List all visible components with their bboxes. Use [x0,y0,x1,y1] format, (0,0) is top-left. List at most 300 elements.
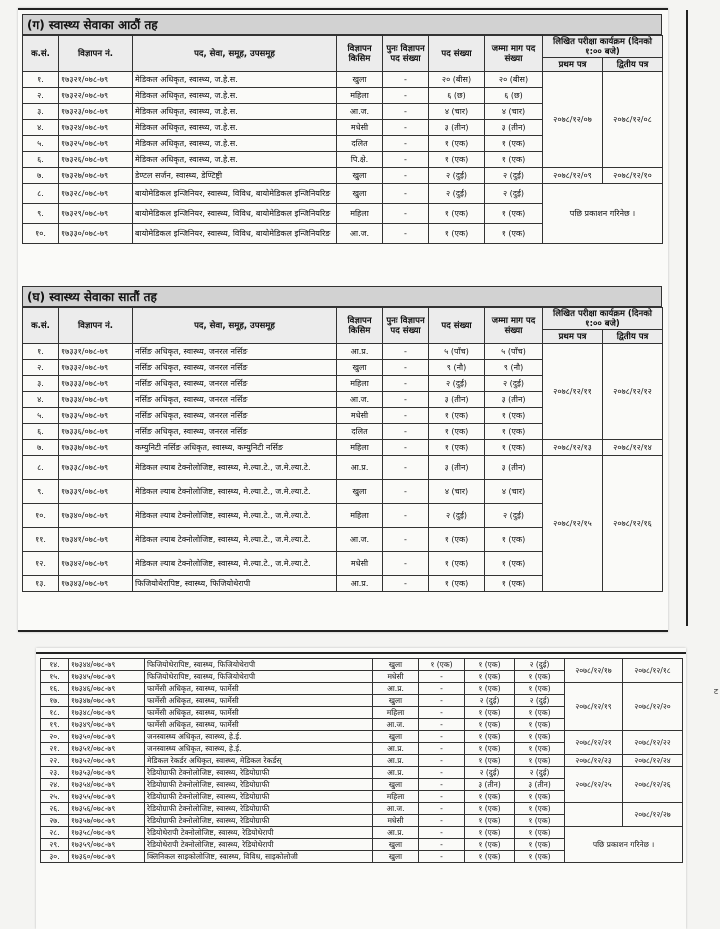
bottom-border [18,630,668,632]
row-sn: २०. [41,731,69,743]
section-g-table [22,35,663,244]
table-row [23,168,663,184]
row-ad: १७३६०/०७८-७९ [69,851,145,863]
row-sn: १. [23,72,59,88]
row-type: खुला [337,168,383,184]
row-post: रेडियोग्राफी टेक्नोलोजिष्ट, स्वास्थ्य, रेडियोग्राफी [145,803,373,815]
row-ad: १७३३१/०७८-७९ [59,344,133,360]
row-posts: ३ (तीन) [429,120,485,136]
document-page-1 [18,8,668,632]
row-total: १ (एक) [485,152,543,168]
exam-date-paper1: २०७८/१२/१७ [565,659,623,683]
row-total: १ (एक) [515,731,565,743]
row-re-ad: - [419,707,465,719]
row-sn: ६. [23,152,59,168]
row-posts: ४ (चार) [429,104,485,120]
continuation-table [40,658,683,863]
row-re-ad: - [383,576,429,592]
row-type: आ.ज. [373,803,419,815]
row-post: बायोमेडिकल इन्जिनियर, स्वास्थ्य, विविध, बायोमेडिकल इन्जिनियरिङ [133,224,337,244]
exam-date-paper2: २०७८/१२/२२ [623,731,683,755]
row-type: खुला [337,480,383,504]
header-exam: लिखित परीक्षा कार्यक्रम (दिनको १:०० बजे) [543,308,663,330]
row-ad: १७३२९/०७८-७९ [59,204,133,224]
row-total: ९ (नौ) [485,360,543,376]
row-ad: १७३४९/०७८-७९ [69,719,145,731]
row-sn: ९. [23,480,59,504]
row-posts: १ (एक) [429,552,485,576]
row-ad: १७३४८/०७८-७९ [69,707,145,719]
row-total: १ (एक) [485,204,543,224]
row-total: १ (एक) [515,719,565,731]
row-post: नर्सिङ अधिकृत, स्वास्थ्य, जनरल नर्सिङ [133,424,337,440]
row-ad: १७३३७/०७८-७९ [59,440,133,456]
row-type: आ.ज. [337,528,383,552]
row-ad: १७३३६/०७८-७९ [59,424,133,440]
row-ad: १७३५३/०७८-७९ [69,767,145,779]
table-row [41,827,683,839]
row-posts: १ (एक) [429,204,485,224]
row-type: खुला [337,360,383,376]
table-row [41,683,683,695]
row-re-ad: - [383,152,429,168]
row-type: आ.ज. [373,719,419,731]
row-re-ad: - [383,392,429,408]
header-post: पद, सेवा, समूह, उपसमूह [133,308,337,344]
row-sn: १४. [41,659,69,671]
row-re-ad: - [419,803,465,815]
row-ad: १७३३९/०७८-७९ [59,480,133,504]
table-row [23,72,663,88]
row-total: १ (एक) [515,707,565,719]
row-post: मेडिकल ल्याब टेक्नोलोजिष्ट, स्वास्थ्य, मे.ल्या.टे., ज.मे.ल्या.टे. [133,456,337,480]
exam-date-paper2: २०७८/१२/०८ [603,72,663,168]
row-sn: १३. [23,576,59,592]
row-posts: २ (दुई) [429,184,485,204]
row-ad: १७३४४/०७८-७९ [69,659,145,671]
table-row [41,755,683,767]
row-re-ad: - [383,204,429,224]
row-type: आ.प्र. [337,456,383,480]
row-re-ad: - [419,743,465,755]
row-sn: २१. [41,743,69,755]
exam-date-paper1 [565,803,623,827]
row-sn: २४. [41,779,69,791]
row-re-ad: - [383,408,429,424]
row-total: १ (एक) [515,803,565,815]
header-ad: विज्ञापन नं. [59,308,133,344]
row-total: १ (एक) [485,440,543,456]
row-sn: ३. [23,376,59,392]
row-total: २ (दुई) [485,504,543,528]
header-total: जम्मा माग पद संख्या [485,308,543,344]
row-sn: ४. [23,392,59,408]
row-type: आ.ज. [337,224,383,244]
header-type: विज्ञापन किसिम [337,308,383,344]
exam-date-paper1: २०७८/१२/२५ [565,767,623,803]
row-re-ad: - [383,456,429,480]
row-total: १ (एक) [515,839,565,851]
exam-date-paper2: २०७८/१२/२४ [623,755,683,767]
row-re-ad: १ (एक) [419,659,465,671]
row-ad: १७३५०/०७८-७९ [69,731,145,743]
row-ad: १७३५९/०७८-७९ [69,839,145,851]
margin-mark: ट [713,687,718,696]
row-sn: १५. [41,671,69,683]
row-posts: १ (एक) [465,815,515,827]
exam-date-paper1: २०७८/१२/१३ [543,440,603,456]
row-type: आ.प्र. [337,576,383,592]
row-ad: १७३४५/०७८-७९ [69,671,145,683]
header-sn: क.सं. [23,308,59,344]
row-post: मेडिकल ल्याब टेक्नोलोजिष्ट, स्वास्थ्य, मे.ल्या.टे., ज.मे.ल्या.टे. [133,480,337,504]
row-post: मेडिकल ल्याब टेक्नोलोजिष्ट, स्वास्थ्य, मे.ल्या.टे., ज.मे.ल्या.टे. [133,528,337,552]
row-posts: २ (दुई) [465,695,515,707]
row-type: खुला [337,184,383,204]
row-posts: १ (एक) [465,827,515,839]
row-ad: १७३५५/०७८-७९ [69,791,145,803]
page-edge-line [686,10,688,626]
header-re-ad: पुनः विज्ञापन पद संख्या [383,36,429,72]
row-type: आ.ज. [337,392,383,408]
row-total: १ (एक) [485,136,543,152]
header-posts: पद संख्या [429,308,485,344]
header-exam: लिखित परीक्षा कार्यक्रम (दिनको १:०० बजे) [543,36,663,58]
row-type: आ.प्र. [373,767,419,779]
row-ad: १७३५२/०७८-७९ [69,755,145,767]
row-total: ३ (तीन) [485,120,543,136]
row-sn: १०. [23,224,59,244]
row-sn: ४. [23,120,59,136]
row-type: खुला [373,851,419,863]
row-type: महिला [337,504,383,528]
row-re-ad: - [383,224,429,244]
row-sn: १७. [41,695,69,707]
row-ad: १७३५१/०७८-७९ [69,743,145,755]
row-posts: १ (एक) [429,576,485,592]
row-sn: ७. [23,168,59,184]
row-ad: १७३३०/०७८-७९ [59,224,133,244]
row-post: मेडिकल अधिकृत, स्वास्थ्य, ज.हे.स. [133,104,337,120]
row-post: मेडिकल अधिकृत, स्वास्थ्य, ज.हे.स. [133,88,337,104]
exam-date-paper1: २०७८/१२/१५ [543,456,603,592]
row-type: दलित [337,136,383,152]
row-ad: १७३३२/०७८-७९ [59,360,133,376]
row-type: आ.प्र. [373,743,419,755]
row-posts: २० (बीस) [429,72,485,88]
row-ad: १७३२६/०७८-७९ [59,152,133,168]
row-post: बायोमेडिकल इन्जिनियर, स्वास्थ्य, विविध, बायोमेडिकल इन्जिनियरिङ [133,204,337,224]
row-ad: १७३४३/०७८-७९ [59,576,133,592]
row-re-ad: - [419,779,465,791]
table-row [23,456,663,480]
row-sn: ५. [23,136,59,152]
row-type: पि.क्षे. [337,152,383,168]
row-re-ad: - [383,528,429,552]
row-total: ६ (छ) [485,88,543,104]
row-type: मधेसी [373,815,419,827]
row-ad: १७३३३/०७८-७९ [59,376,133,392]
section-gh-table [22,307,663,592]
row-sn: ३. [23,104,59,120]
row-type: आ.प्र. [373,755,419,767]
row-post: रेडियोथेरापी टेक्नोलोजिष्ट, स्वास्थ्य, रेडियोथेरापी [145,839,373,851]
row-re-ad: - [383,376,429,392]
row-ad: १७३२१/०७८-७९ [59,72,133,88]
row-type: खुला [337,72,383,88]
exam-date-paper2: २०७८/१२/२६ [623,767,683,803]
row-posts: ९ (नौ) [429,360,485,376]
row-sn: २२. [41,755,69,767]
row-posts: २ (दुई) [429,376,485,392]
row-type: मधेसी [337,120,383,136]
row-type: आ.प्र. [373,827,419,839]
exam-date-paper2: २०७८/१२/१४ [603,440,663,456]
row-posts: १ (एक) [429,440,485,456]
row-post: रेडियोथेरापी टेक्नोलोजिष्ट, स्वास्थ्य, रेडियोथेरापी [145,827,373,839]
row-ad: १७३३५/०७८-७९ [59,408,133,424]
top-border [36,652,686,654]
exam-date-paper1: २०७८/१२/०७ [543,72,603,168]
row-sn: ९. [23,204,59,224]
row-sn: २. [23,360,59,376]
row-sn: १८. [41,707,69,719]
row-re-ad: - [419,683,465,695]
row-total: १ (एक) [485,576,543,592]
row-total: २ (दुई) [485,376,543,392]
row-sn: २६. [41,803,69,815]
row-total: २ (दुई) [515,695,565,707]
row-sn: २५. [41,791,69,803]
row-type: मधेसी [373,671,419,683]
table-row [41,659,683,671]
row-posts: ४ (चार) [429,480,485,504]
row-re-ad: - [419,767,465,779]
section-g-title: (ग) स्वास्थ्य सेवाका आठौं तह [22,14,662,35]
row-post: फार्मेसी अधिकृत, स्वास्थ्य, फार्मेसी [145,695,373,707]
header-total: जम्मा माग पद संख्या [485,36,543,72]
row-posts: ३ (तीन) [429,456,485,480]
row-post: नर्सिङ अधिकृत, स्वास्थ्य, जनरल नर्सिङ [133,392,337,408]
header-post: पद, सेवा, समूह, उपसमूह [133,36,337,72]
table-row [23,440,663,456]
row-ad: १७३४६/०७८-७९ [69,683,145,695]
row-sn: ७. [23,440,59,456]
row-total: २ (दुई) [485,168,543,184]
row-post: मेडिकल ल्याब टेक्नोलोजिष्ट, स्वास्थ्य, मे.ल्या.टे., ज.मे.ल्या.टे. [133,552,337,576]
row-post: डेण्टल सर्जन, स्वास्थ्य, डेण्टिष्ट्री [133,168,337,184]
top-border [18,8,668,10]
exam-date-paper2: २०७८/१२/१० [603,168,663,184]
row-posts: १ (एक) [465,803,515,815]
row-sn: १६. [41,683,69,695]
row-posts: १ (एक) [465,671,515,683]
exam-date-paper1: २०७८/१२/०९ [543,168,603,184]
row-re-ad: - [383,344,429,360]
row-posts: १ (एक) [465,719,515,731]
table-row [41,731,683,743]
row-total: १ (एक) [515,671,565,683]
row-post: रेडियोग्राफी टेक्नोलोजिष्ट, स्वास्थ्य, रेडियोग्राफी [145,767,373,779]
row-type: खुला [373,839,419,851]
row-post: नर्सिङ अधिकृत, स्वास्थ्य, जनरल नर्सिङ [133,344,337,360]
section-gh-title: (घ) स्वास्थ्य सेवाका सातौं तह [22,286,662,307]
table-row [23,184,663,204]
row-ad: १७३५८/०७८-७९ [69,827,145,839]
row-ad: १७३४०/०७८-७९ [59,504,133,528]
row-type: खुला [373,731,419,743]
row-post: फिजियोथेरापिष्ट, स्वास्थ्य, फिजियोथेरापी [145,671,373,683]
row-posts: २ (दुई) [429,504,485,528]
row-type: आ.प्र. [337,344,383,360]
row-re-ad: - [419,791,465,803]
row-total: ४ (चार) [485,104,543,120]
row-total: ३ (तीन) [485,392,543,408]
header-paper2: द्वितीय पत्र [603,330,663,344]
row-re-ad: - [383,104,429,120]
exam-date-paper2: २०७८/१२/२० [623,683,683,731]
row-posts: १ (एक) [465,683,515,695]
row-posts: १ (एक) [429,424,485,440]
row-posts: १ (एक) [429,528,485,552]
row-posts: २ (दुई) [465,767,515,779]
row-post: नर्सिङ अधिकृत, स्वास्थ्य, जनरल नर्सिङ [133,360,337,376]
row-re-ad: - [383,136,429,152]
row-post: मेडिकल अधिकृत, स्वास्थ्य, ज.हे.स. [133,120,337,136]
row-type: महिला [337,440,383,456]
row-post: फार्मेसी अधिकृत, स्वास्थ्य, फार्मेसी [145,707,373,719]
row-ad: १७३४२/०७८-७९ [59,552,133,576]
row-total: १ (एक) [515,743,565,755]
document-page-2 [36,648,686,929]
row-total: ३ (तीन) [515,779,565,791]
row-total: १ (एक) [485,224,543,244]
row-re-ad: - [383,72,429,88]
row-ad: १७३३४/०७८-७९ [59,392,133,408]
row-ad: १७३२८/०७८-७९ [59,184,133,204]
row-posts: ३ (तीन) [465,779,515,791]
row-post: मेडिकल अधिकृत, स्वास्थ्य, ज.हे.स. [133,72,337,88]
row-total: १ (एक) [485,552,543,576]
row-ad: १७३२३/०७८-७९ [59,104,133,120]
row-re-ad: - [383,480,429,504]
row-ad: १७३२४/०७८-७९ [59,120,133,136]
row-ad: १७३३८/०७८-७९ [59,456,133,480]
row-total: १ (एक) [485,528,543,552]
row-type: आ.प्र. [373,683,419,695]
row-total: १ (एक) [515,683,565,695]
table-row [41,803,683,815]
row-posts: २ (दुई) [429,168,485,184]
exam-date-paper2: २०७८/१२/१६ [603,456,663,592]
row-sn: १९. [41,719,69,731]
header-posts: पद संख्या [429,36,485,72]
row-re-ad: - [383,360,429,376]
row-posts: १ (एक) [429,136,485,152]
row-type: मधेसी [337,552,383,576]
row-total: १ (एक) [515,851,565,863]
row-type: खुला [373,695,419,707]
row-posts: ५ (पाँच) [429,344,485,360]
row-re-ad: - [383,88,429,104]
row-ad: १७३२५/०७८-७९ [59,136,133,152]
row-total: ४ (चार) [485,480,543,504]
row-re-ad: - [383,504,429,528]
row-re-ad: - [419,839,465,851]
row-re-ad: - [383,424,429,440]
row-type: खुला [373,659,419,671]
row-posts: १ (एक) [429,408,485,424]
row-type: महिला [337,88,383,104]
row-re-ad: - [383,168,429,184]
row-re-ad: - [419,719,465,731]
row-sn: २. [23,88,59,104]
row-ad: १७३५६/०७८-७९ [69,803,145,815]
row-sn: १०. [23,504,59,528]
row-post: फिजियोथेरापिष्ट, स्वास्थ्य, फिजियोथेरापी [133,576,337,592]
row-sn: ५. [23,408,59,424]
row-posts: १ (एक) [465,851,515,863]
exam-date-paper1: २०७८/१२/२३ [565,755,623,767]
header-sn: क.सं. [23,36,59,72]
row-total: २० (बीस) [485,72,543,88]
row-total: १ (एक) [485,424,543,440]
row-posts: १ (एक) [429,224,485,244]
row-post: फिजियोथेरापिष्ट, स्वास्थ्य, फिजियोथेरापी [145,659,373,671]
row-sn: ३०. [41,851,69,863]
row-ad: १७३४१/०७८-७९ [59,528,133,552]
row-total: ३ (तीन) [485,456,543,480]
row-ad: १७३२२/०७८-७९ [59,88,133,104]
row-sn: २३. [41,767,69,779]
row-total: १ (एक) [515,815,565,827]
row-total: १ (एक) [515,791,565,803]
row-sn: १२. [23,552,59,576]
table-row [23,344,663,360]
header-re-ad: पुनः विज्ञापन पद संख्या [383,308,429,344]
header-type: विज्ञापन किसिम [337,36,383,72]
header-ad: विज्ञापन नं. [59,36,133,72]
row-post: मेडिकल रेकर्डर अधिकृत, स्वास्थ्य, मेडिकल रेकर्डस् [145,755,373,767]
row-ad: १७३५४/०७८-७९ [69,779,145,791]
row-total: २ (दुई) [515,659,565,671]
row-re-ad: - [419,731,465,743]
row-post: जनस्वास्थ्य अधिकृत, स्वास्थ्य, हे.ई. [145,731,373,743]
row-total: २ (दुई) [515,767,565,779]
row-post: बायोमेडिकल इन्जिनियर, स्वास्थ्य, विविध, बायोमेडिकल इन्जिनियरिङ [133,184,337,204]
exam-date-paper1: २०७८/१२/२१ [565,731,623,755]
row-re-ad: - [419,815,465,827]
row-total: १ (एक) [515,755,565,767]
row-posts: १ (एक) [465,755,515,767]
row-ad: १७३२७/०७८-७९ [59,168,133,184]
row-type: आ.ज. [337,104,383,120]
exam-note: पछि प्रकाशन गरिनेछ । [565,827,683,863]
header-paper1: प्रथम पत्र [543,58,603,72]
row-type: खुला [373,779,419,791]
row-post: रेडियोग्राफी टेक्नोलोजिष्ट, स्वास्थ्य, रेडियोग्राफी [145,779,373,791]
row-posts: १ (एक) [465,743,515,755]
exam-date-paper2: २०७८/१२/२७ [623,803,683,827]
row-sn: ८. [23,184,59,204]
row-posts: १ (एक) [465,659,515,671]
exam-date-paper1: २०७८/१२/१९ [565,683,623,731]
row-posts: ६ (छ) [429,88,485,104]
row-sn: १. [23,344,59,360]
row-posts: १ (एक) [465,791,515,803]
row-post: कम्युनिटी नर्सिङ अधिकृत, स्वास्थ्य, कम्युनिटी नर्सिङ [133,440,337,456]
row-post: रेडियोग्राफी टेक्नोलोजिष्ट, स्वास्थ्य, रेडियोग्राफी [145,815,373,827]
